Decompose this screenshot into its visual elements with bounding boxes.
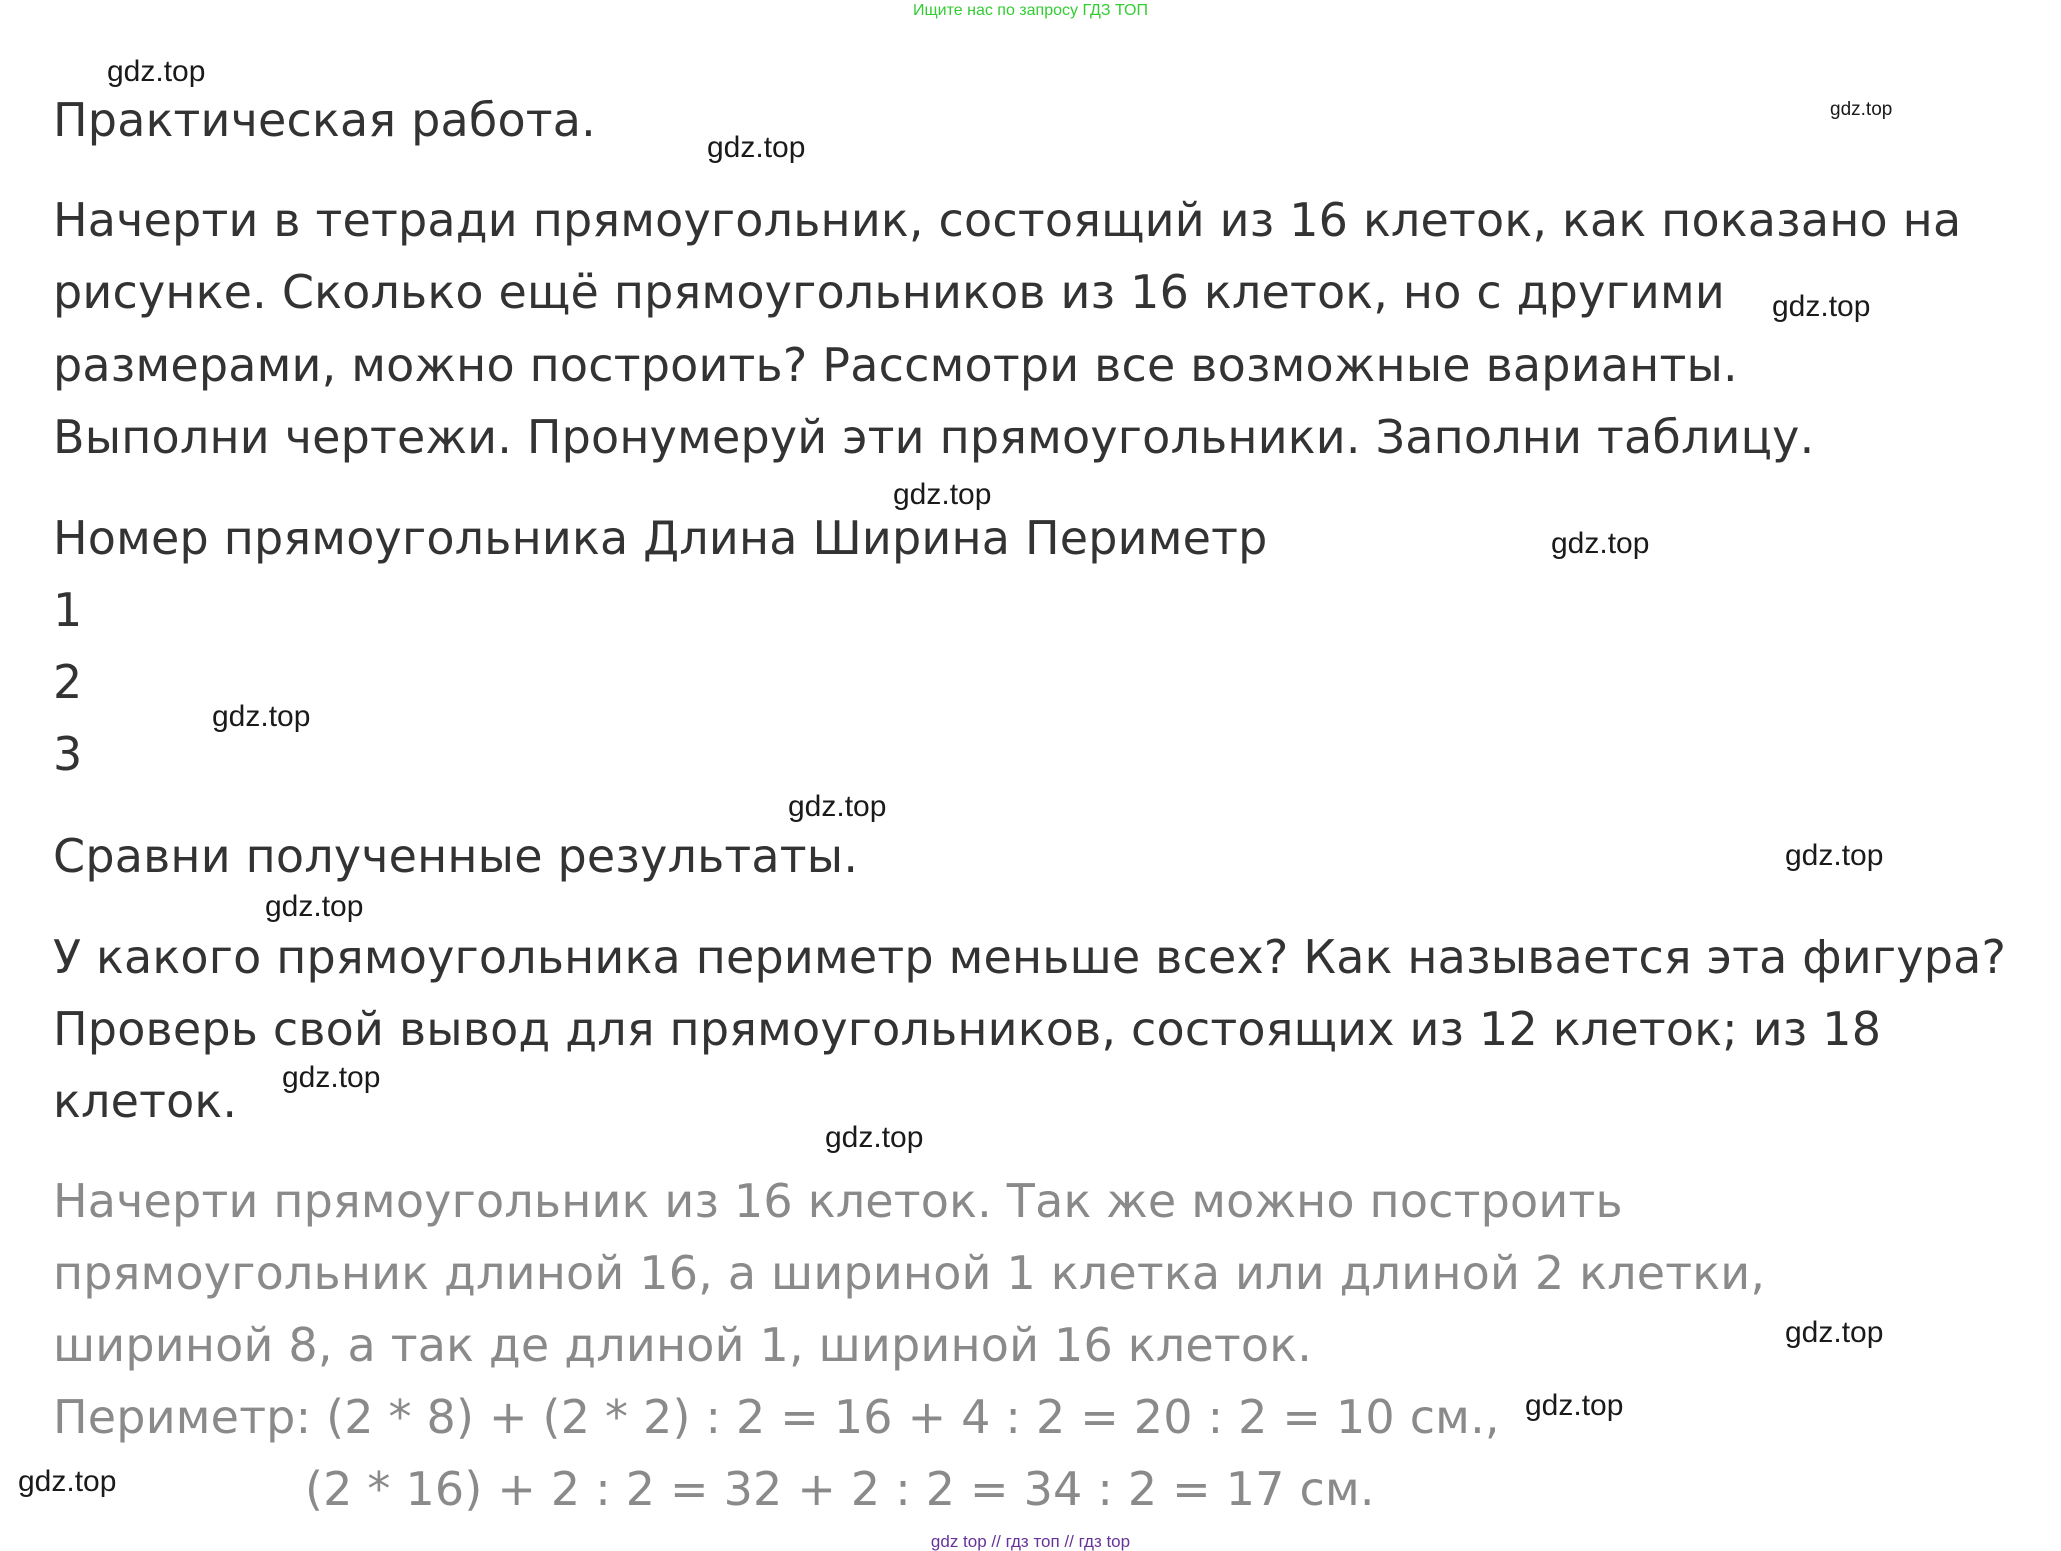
watermark: gdz.top (707, 131, 806, 164)
watermark: gdz.top (1772, 290, 1871, 323)
page-title: Практическая работа. (53, 93, 596, 147)
task-text-line-4: Выполни чертежи. Пронумеруй эти прямоугольники. Заполни таблицу. (53, 410, 1815, 464)
watermark: gdz.top (788, 790, 887, 823)
watermark: gdz.top (825, 1121, 924, 1154)
question-line-2: Проверь свой вывод для прямоугольников, состоящих из 12 клеток; из 18 (53, 1002, 1882, 1056)
question-line-3: клеток. (53, 1074, 238, 1128)
watermark: gdz.top (1525, 1389, 1624, 1422)
watermark: gdz.top (265, 890, 364, 923)
table-row-2: 2 (53, 655, 83, 709)
watermark: gdz.top (18, 1465, 117, 1498)
watermark: gdz.top (1551, 527, 1650, 560)
answer-line-2: прямоугольник длиной 16, а шириной 1 клетка или длиной 2 клетки, (53, 1246, 1766, 1300)
task-text-line-2: рисунке. Сколько ещё прямоугольников из 16 клеток, но с другими (53, 265, 1725, 319)
task-text-line-3: размерами, можно построить? Рассмотри все возможные варианты. (53, 338, 1738, 392)
watermark: gdz.top (282, 1061, 381, 1094)
watermark: gdz.top (1830, 99, 1893, 120)
answer-perimeter-line-1: Периметр: (2 * 8) + (2 * 2) : 2 = 16 + 4 : 2 = 20 : 2 = 10 см., (53, 1390, 1500, 1444)
question-line-1: У какого прямоугольника периметр меньше всех? Как называется эта фигура? (53, 930, 2007, 984)
answer-line-1: Начерти прямоугольник из 16 клеток. Так же можно построить (53, 1174, 1623, 1228)
watermark: gdz.top (107, 55, 206, 88)
search-banner: Ищите нас по запросу ГДЗ ТОП (913, 2, 1148, 19)
task-text-line-1: Начерти в тетради прямоугольник, состоящий из 16 клеток, как показано на (53, 193, 1962, 247)
watermark: gdz.top (212, 700, 311, 733)
table-header: Номер прямоугольника Длина Ширина Периметр (53, 511, 1268, 565)
table-row-1: 1 (53, 583, 83, 637)
watermark: gdz.top (1785, 839, 1884, 872)
watermark: gdz.top (1785, 1316, 1884, 1349)
compare-text: Сравни полученные результаты. (53, 829, 859, 883)
table-row-3: 3 (53, 727, 83, 781)
answer-line-3: шириной 8, а так де длиной 1, шириной 16 клеток. (53, 1318, 1313, 1372)
answer-perimeter-line-2: (2 * 16) + 2 : 2 = 32 + 2 : 2 = 34 : 2 = 17 см. (305, 1462, 1375, 1516)
watermark: gdz.top (893, 478, 992, 511)
footer-links: gdz top // гдз топ // гдз top (930, 1532, 1131, 1551)
